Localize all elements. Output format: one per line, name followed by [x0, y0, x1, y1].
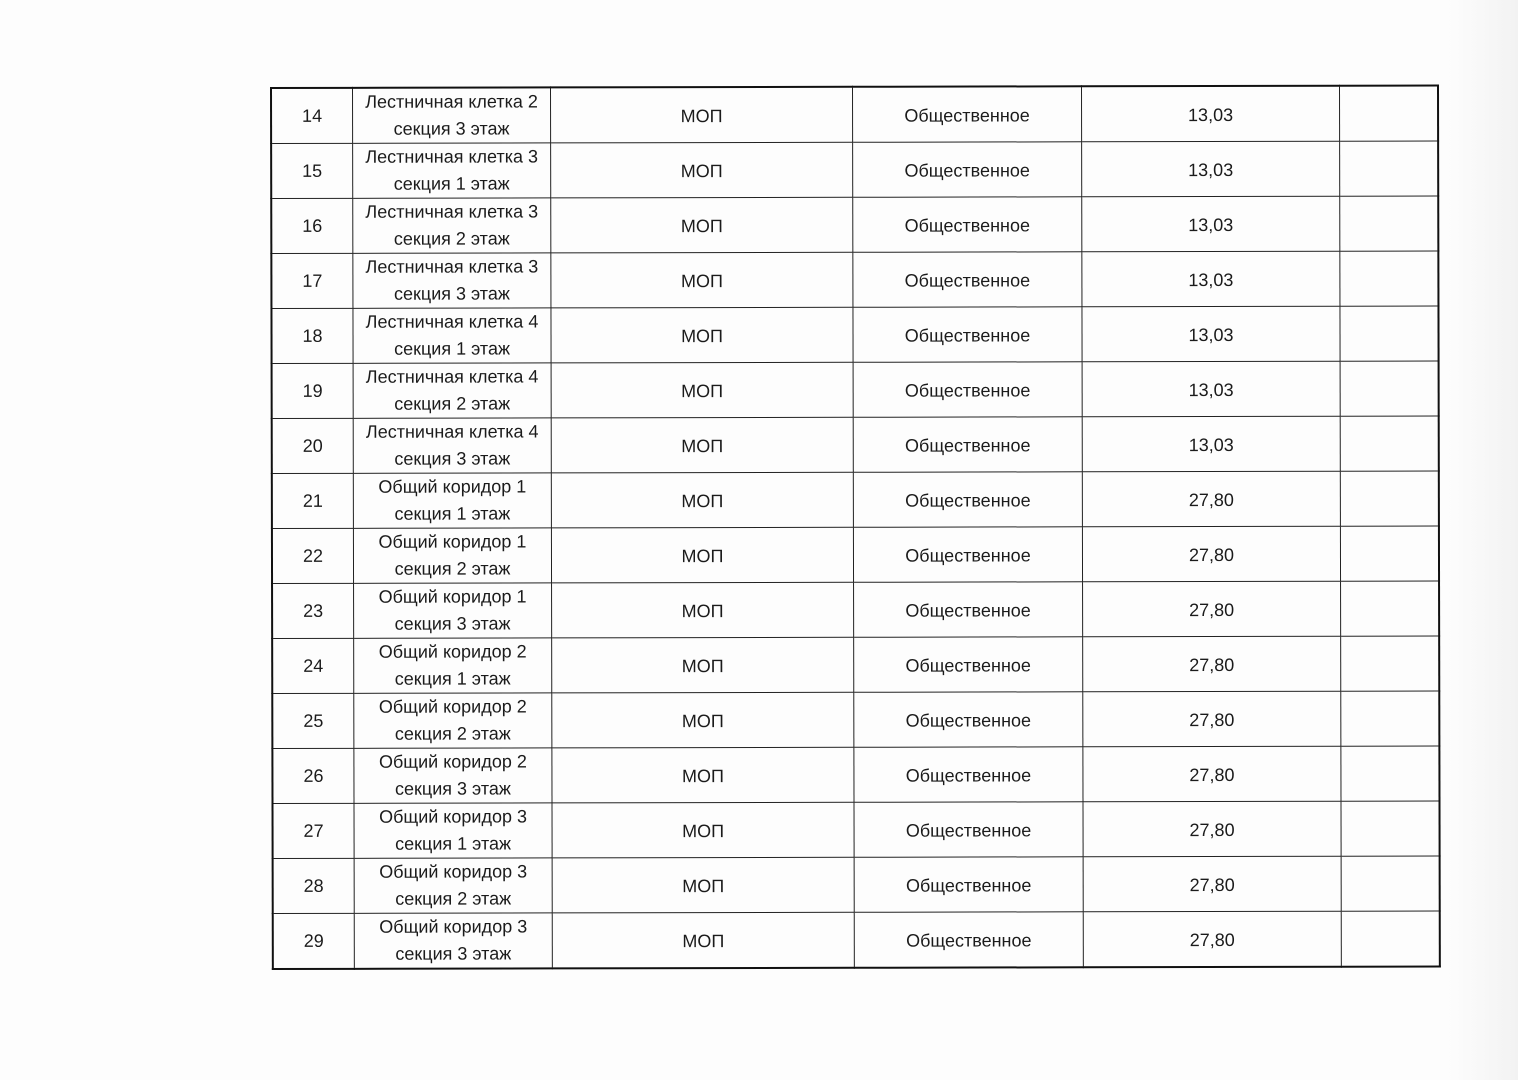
premise-name-line2: секция 2 этаж: [393, 228, 510, 249]
ownership: Общественное: [904, 214, 1031, 236]
note-cell: [1340, 526, 1439, 581]
ownership: Общественное: [905, 874, 1032, 896]
area-cell: [1082, 416, 1340, 472]
row-number: 17: [302, 270, 323, 291]
ownership-cell: [853, 142, 1082, 197]
premise-type: МОП: [680, 105, 723, 126]
ownership: Общественное: [904, 269, 1031, 291]
premise-name-line1: Лестничная клетка 3: [365, 256, 539, 277]
premise-type-cell: [551, 417, 853, 473]
area-value: 27,80: [1188, 544, 1235, 565]
area-cell: [1083, 856, 1341, 912]
ownership: Общественное: [904, 324, 1031, 346]
ownership: Общественное: [905, 599, 1031, 621]
row-number: 27: [303, 820, 324, 841]
row-number: 21: [302, 490, 323, 511]
premise-type-cell: [551, 362, 853, 418]
premise-name-cell: [353, 87, 551, 143]
premise-type-cell: [552, 912, 854, 968]
row-number: 22: [302, 545, 324, 566]
row-number: 28: [303, 875, 324, 896]
table-row: [273, 801, 1440, 858]
premise-name-cell: [354, 693, 552, 748]
premise-type-cell: [552, 692, 854, 748]
area-value: 13,03: [1188, 324, 1234, 345]
area-value: 27,80: [1189, 709, 1235, 730]
table-row: [271, 86, 1438, 144]
ownership-cell: [854, 637, 1083, 692]
premise-name-line2: секция 1 этаж: [394, 338, 511, 359]
area-cell: [1083, 746, 1341, 802]
area-value: 13,03: [1188, 434, 1234, 455]
row-number-cell: [271, 88, 353, 144]
note-cell: [1341, 856, 1440, 911]
area-cell: [1082, 196, 1340, 252]
premise-name-line2: секция 3 этаж: [394, 778, 511, 799]
ownership-cell: [854, 802, 1083, 857]
row-number: 24: [303, 655, 324, 676]
premise-name-line2: секция 1 этаж: [394, 503, 511, 524]
premise-type-cell: [552, 637, 854, 693]
area-cell: [1082, 306, 1340, 362]
premise-type: МОП: [682, 875, 725, 896]
ownership-cell: [854, 912, 1083, 968]
ownership-cell: [853, 362, 1082, 417]
premise-name-cell: [353, 363, 551, 418]
row-number-cell: [272, 473, 354, 528]
premise-name-line1: Общий коридор 2: [378, 751, 527, 772]
premise-name-cell: [354, 913, 552, 969]
premise-type-cell: [551, 87, 853, 143]
premise-type-cell: [551, 527, 853, 583]
premise-type-cell: [551, 307, 853, 363]
premise-type: МОП: [681, 435, 724, 456]
table-row: [272, 526, 1439, 583]
row-number-cell: [271, 198, 353, 253]
table-row: [272, 636, 1439, 693]
premise-name-cell: [354, 748, 552, 803]
row-number-cell: [271, 308, 353, 363]
row-number-cell: [272, 418, 354, 473]
premise-name-line1: Лестничная клетка 3: [365, 201, 539, 222]
table-row: [272, 581, 1439, 638]
note-cell: [1340, 251, 1439, 306]
area-cell: [1083, 581, 1341, 637]
note-cell: [1340, 471, 1439, 526]
scan-edge-shadow: [1448, 0, 1518, 1080]
ownership: Общественное: [904, 104, 1030, 126]
premise-type-cell: [551, 472, 853, 528]
row-number-cell: [272, 583, 354, 638]
area-cell: [1083, 801, 1341, 857]
row-number: 16: [302, 215, 323, 236]
row-number: 29: [303, 930, 324, 951]
row-number-cell: [273, 803, 355, 858]
premise-name-line2: секция 2 этаж: [394, 558, 511, 579]
ownership-cell: [853, 527, 1082, 582]
premise-name-line2: секция 1 этаж: [394, 668, 511, 689]
premise-name-line2: секция 2 этаж: [394, 393, 511, 414]
premise-name-line1: Общий коридор 1: [378, 531, 527, 552]
premise-name-line2: секция 3 этаж: [394, 613, 511, 634]
premise-type-cell: [551, 142, 853, 198]
premise-type-cell: [552, 802, 854, 858]
note-cell: [1341, 581, 1440, 636]
table-row: [273, 856, 1440, 913]
table-row: [271, 141, 1438, 198]
premise-name-cell: [353, 253, 551, 308]
premise-type: МОП: [681, 710, 724, 731]
note-cell: [1340, 306, 1439, 361]
table-row: [272, 746, 1439, 803]
premises-table: [270, 85, 1441, 970]
premise-type-cell: [551, 197, 853, 253]
premise-type: МОП: [680, 215, 723, 236]
ownership: Общественное: [905, 654, 1031, 676]
table-row: [272, 471, 1439, 528]
premise-name-line2: секция 1 этаж: [395, 833, 512, 854]
row-number-cell: [272, 693, 354, 748]
premise-type-cell: [551, 252, 853, 308]
premise-name-line1: Лестничная клетка 3: [365, 146, 538, 167]
area-value: 27,80: [1189, 874, 1235, 895]
area-value: 13,03: [1188, 379, 1234, 400]
row-number: 18: [302, 325, 323, 346]
area-cell: [1083, 911, 1341, 967]
area-value: 13,03: [1188, 214, 1234, 235]
premise-type: МОП: [681, 490, 724, 511]
premise-name-line2: секция 2 этаж: [395, 888, 512, 909]
ownership-cell: [854, 692, 1083, 747]
row-number-cell: [271, 143, 353, 198]
ownership-cell: [853, 307, 1082, 362]
premise-type: МОП: [680, 270, 723, 291]
premise-name-line1: Общий коридор 3: [379, 806, 528, 827]
area-value: 27,80: [1189, 819, 1235, 840]
premise-name-line1: Общий коридор 2: [378, 641, 527, 662]
row-number: 25: [303, 710, 324, 731]
note-cell: [1341, 911, 1440, 967]
premise-name-line1: Общий коридор 1: [378, 476, 527, 497]
ownership-cell: [853, 417, 1082, 472]
premise-name-line2: секция 1 этаж: [393, 173, 510, 194]
note-cell: [1341, 801, 1440, 856]
note-cell: [1340, 196, 1439, 251]
row-number-cell: [272, 638, 354, 693]
row-number-cell: [272, 363, 354, 418]
premise-name-line2: секция 3 этаж: [395, 943, 512, 964]
table-body: [271, 86, 1440, 969]
area-cell: [1083, 636, 1341, 692]
row-number: 26: [303, 765, 324, 786]
premise-name-cell: [354, 803, 552, 858]
area-value: 27,80: [1189, 929, 1235, 950]
area-value: 13,03: [1188, 269, 1234, 290]
premise-name-line1: Лестничная клетка 4: [365, 366, 539, 387]
premise-name-line1: Общий коридор 2: [378, 696, 527, 717]
note-cell: [1341, 746, 1440, 801]
ownership-cell: [854, 747, 1083, 802]
premise-type-cell: [552, 582, 854, 638]
premise-name-line2: секция 3 этаж: [393, 118, 510, 139]
row-number-cell: [272, 748, 354, 803]
area-value: 27,80: [1189, 764, 1235, 785]
row-number-cell: [273, 913, 355, 969]
ownership: Общественное: [905, 764, 1032, 786]
row-number: 14: [302, 105, 323, 126]
table-row: [271, 251, 1438, 308]
note-cell: [1339, 86, 1438, 142]
ownership: Общественное: [904, 159, 1030, 181]
premise-name-cell: [354, 583, 552, 638]
row-number-cell: [272, 528, 354, 583]
area-cell: [1082, 526, 1340, 582]
row-number-cell: [273, 858, 355, 913]
premise-name-cell: [354, 858, 552, 913]
note-cell: [1340, 141, 1439, 196]
premise-type: МОП: [682, 820, 725, 841]
table-row: [272, 416, 1439, 473]
ownership: Общественное: [906, 929, 1032, 951]
premise-type-cell: [552, 747, 854, 803]
premise-name-line2: секция 2 этаж: [394, 723, 511, 744]
premise-name-line1: Общий коридор 1: [378, 586, 527, 607]
ownership: Общественное: [904, 379, 1031, 401]
area-cell: [1082, 361, 1340, 417]
area-cell: [1082, 251, 1340, 307]
premise-name-cell: [353, 528, 551, 583]
premise-type: МОП: [681, 600, 724, 621]
area-value: 27,80: [1188, 489, 1234, 510]
premise-type: МОП: [681, 380, 724, 401]
ownership-cell: [853, 197, 1082, 252]
table-row: [272, 361, 1439, 418]
premise-name-line2: секция 3 этаж: [393, 283, 510, 304]
area-value: 27,80: [1189, 599, 1235, 620]
premise-type-cell: [552, 857, 854, 913]
row-number: 19: [302, 380, 323, 401]
row-number: 15: [302, 160, 323, 181]
premise-type: МОП: [681, 325, 724, 346]
ownership-cell: [853, 86, 1082, 142]
premise-name-cell: [353, 143, 551, 198]
premise-name-cell: [353, 308, 551, 363]
note-cell: [1341, 636, 1440, 691]
ownership-cell: [854, 582, 1083, 637]
ownership: Общественное: [904, 434, 1031, 456]
premise-name-cell: [354, 638, 552, 693]
premise-name-cell: [353, 198, 551, 253]
premise-name-line1: Общий коридор 3: [379, 861, 528, 882]
premise-type: МОП: [681, 545, 724, 566]
note-cell: [1341, 691, 1440, 746]
area-value: 27,80: [1189, 654, 1235, 675]
premise-name-line1: Лестничная клетка 4: [365, 421, 539, 442]
premise-type: МОП: [682, 930, 725, 951]
table-row: [271, 196, 1438, 253]
area-cell: [1082, 141, 1340, 197]
area-value: 13,03: [1188, 159, 1234, 180]
premise-type: МОП: [681, 655, 724, 676]
premise-name-line1: Лестничная клетка 4: [365, 311, 539, 332]
table-row: [272, 691, 1439, 748]
row-number: 20: [302, 435, 323, 456]
note-cell: [1340, 416, 1439, 471]
area-value: 13,03: [1188, 104, 1234, 125]
ownership: Общественное: [905, 709, 1032, 731]
ownership-cell: [853, 252, 1082, 307]
area-cell: [1082, 471, 1340, 527]
note-cell: [1340, 361, 1439, 416]
premise-name-line1: Общий коридор 3: [379, 916, 528, 937]
table-row: [273, 911, 1440, 969]
ownership: Общественное: [905, 489, 1031, 511]
premise-type: МОП: [680, 160, 723, 181]
premise-type: МОП: [681, 765, 724, 786]
ownership: Общественное: [905, 819, 1032, 841]
ownership-cell: [854, 857, 1083, 912]
table-row: [271, 306, 1438, 363]
row-number: 23: [303, 600, 324, 621]
area-cell: [1082, 86, 1340, 142]
ownership: Общественное: [905, 544, 1031, 566]
premise-name-line1: Лестничная клетка 2: [365, 91, 538, 112]
premise-name-cell: [353, 473, 551, 528]
ownership-cell: [853, 472, 1082, 527]
row-number-cell: [271, 253, 353, 308]
premise-name-cell: [353, 418, 551, 473]
premise-name-line2: секция 3 этаж: [394, 448, 511, 469]
area-cell: [1083, 691, 1341, 747]
